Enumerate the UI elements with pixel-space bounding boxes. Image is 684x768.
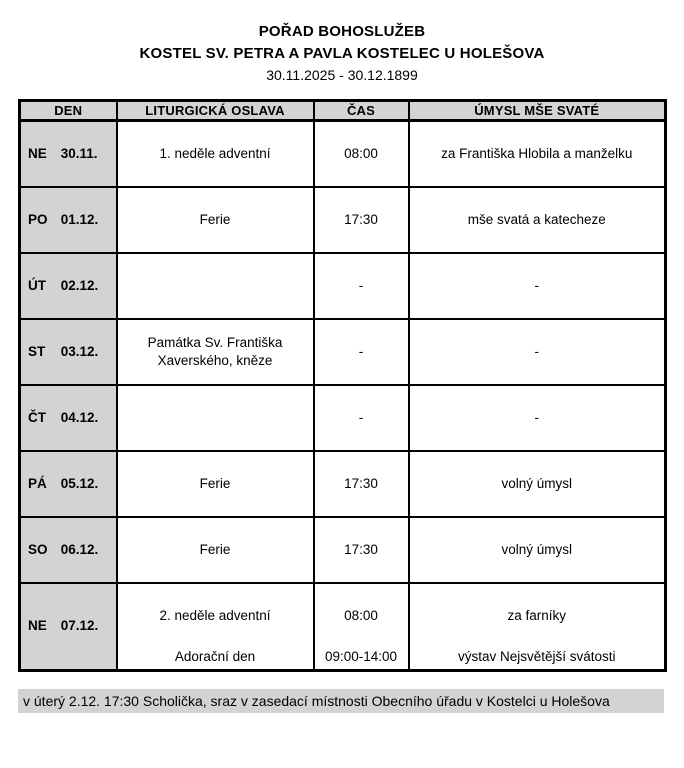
date-range: 30.11.2025 - 30.12.1899 xyxy=(266,67,418,83)
day-date: 04.12. xyxy=(60,409,99,425)
table-header-row xyxy=(20,101,666,121)
day-cell xyxy=(20,253,117,319)
table-row xyxy=(20,517,666,583)
day-cell xyxy=(20,385,117,451)
time-cell xyxy=(314,583,409,671)
day-cell xyxy=(20,517,117,583)
intention-cell: za Františka Hlobila a manželku xyxy=(409,121,666,187)
celebration-cell: Památka Sv. Františka Xaverského, kněze xyxy=(117,319,314,385)
time-cell: 17:30 xyxy=(314,517,409,583)
day-date: 03.12. xyxy=(60,343,99,359)
celebration-cell: 1. neděle adventní xyxy=(117,121,314,187)
time-line2: 09:00-14:00 xyxy=(324,648,398,664)
table-row xyxy=(20,451,666,517)
time-cell: - xyxy=(314,253,409,319)
intention-cell: mše svatá a katecheze xyxy=(409,187,666,253)
table-row xyxy=(20,253,666,319)
time-cell: - xyxy=(314,319,409,385)
intention-cell: - xyxy=(409,253,666,319)
day-cell xyxy=(20,583,117,671)
schedule-table xyxy=(18,99,667,672)
day-abbr: PO xyxy=(28,211,48,227)
table-row xyxy=(20,319,666,385)
day-abbr: PÁ xyxy=(28,475,47,491)
time-cell: 17:30 xyxy=(314,187,409,253)
footer-note: v úterý 2.12. 17:30 Scholička, sraz v zasedací místnosti Obecního úřadu v Kostelci u Holešova xyxy=(18,689,664,713)
celebration-cell: Ferie xyxy=(117,451,314,517)
day-abbr: ČT xyxy=(28,409,46,425)
table-row xyxy=(20,121,666,187)
table-row xyxy=(20,385,666,451)
intention-cell: - xyxy=(409,319,666,385)
celebration-cell xyxy=(117,385,314,451)
day-abbr: NE xyxy=(28,618,47,633)
day-cell xyxy=(20,319,117,385)
col-header-cas: ČAS xyxy=(314,101,409,121)
intention-line1: za farníky xyxy=(507,607,567,623)
day-date: 06.12. xyxy=(60,541,99,557)
time-cell: 17:30 xyxy=(314,451,409,517)
day-date: 01.12. xyxy=(60,211,99,227)
intention-line2: výstav Nejsvětější svátosti xyxy=(457,648,616,664)
celebration-cell xyxy=(117,253,314,319)
col-header-den: DEN xyxy=(20,101,117,121)
table-row xyxy=(20,187,666,253)
time-cell: - xyxy=(314,385,409,451)
day-date: 30.11. xyxy=(60,145,98,161)
intention-cell: - xyxy=(409,385,666,451)
table-row xyxy=(20,583,666,671)
day-cell xyxy=(20,187,117,253)
time-cell: 08:00 xyxy=(314,121,409,187)
celebration-cell xyxy=(117,583,314,671)
day-abbr: ST xyxy=(28,343,46,359)
day-date: 02.12. xyxy=(60,277,99,293)
day-cell xyxy=(20,451,117,517)
celebration-cell: Ferie xyxy=(117,517,314,583)
intention-cell xyxy=(409,583,666,671)
intention-cell: volný úmysl xyxy=(409,451,666,517)
intention-cell: volný úmysl xyxy=(409,517,666,583)
day-cell xyxy=(20,121,117,187)
church-subtitle: KOSTEL SV. PETRA A PAVLA KOSTELEC U HOLEŠOVA xyxy=(139,45,545,62)
title-block xyxy=(0,0,684,85)
celebration-line1: 2. neděle adventní xyxy=(159,607,271,623)
col-header-umysl: ÚMYSL MŠE SVATÉ xyxy=(409,101,666,121)
day-date: 07.12. xyxy=(60,618,99,633)
day-abbr: NE xyxy=(28,145,47,161)
day-abbr: ÚT xyxy=(28,277,46,293)
day-abbr: SO xyxy=(28,541,48,557)
day-date: 05.12. xyxy=(60,475,99,491)
celebration-line2: Adorační den xyxy=(174,648,256,664)
page-title: POŘAD BOHOSLUŽEB xyxy=(258,23,426,40)
col-header-liturgicka-oslava: LITURGICKÁ OSLAVA xyxy=(117,101,314,121)
celebration-cell: Ferie xyxy=(117,187,314,253)
time-line1: 08:00 xyxy=(344,607,378,623)
